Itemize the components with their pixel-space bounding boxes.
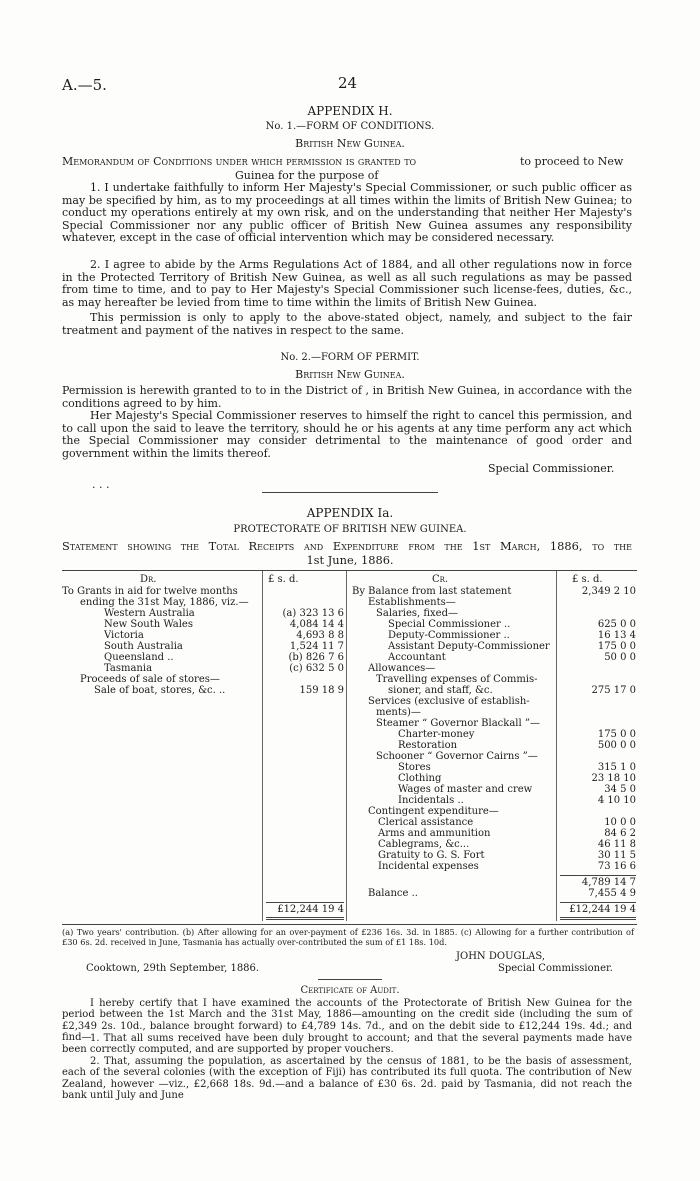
memo-line-1-end: to proceed to New bbox=[520, 155, 624, 168]
signatory-title: Special Commissioner. bbox=[498, 963, 613, 974]
statement-line-2: 1st June, 1886. bbox=[306, 553, 394, 567]
table-cell-amount: 275 17 0 bbox=[591, 685, 636, 696]
table-cell-amount: 315 1 0 bbox=[597, 762, 636, 773]
dr-double-rule bbox=[266, 917, 344, 920]
table-row: Allowances— bbox=[368, 663, 436, 674]
table-row: Cablegrams, &c... bbox=[378, 839, 470, 850]
table-row: Wages of master and crew bbox=[398, 784, 533, 795]
table-row: Gratuity to G. S. Fort bbox=[378, 850, 485, 861]
table-row: New South Wales bbox=[104, 619, 193, 630]
cr-total-rule bbox=[560, 902, 636, 903]
table-cell-amount: 4,693 8 8 bbox=[296, 630, 344, 641]
table-row: Western Australia bbox=[104, 608, 195, 619]
table-row: ments)— bbox=[376, 707, 421, 718]
table-cell-amount: 4,084 14 4 bbox=[289, 619, 344, 630]
table-row: ending the 31st May, 1886, viz.— bbox=[80, 597, 249, 608]
dr-currency-header: £ s. d. bbox=[268, 574, 299, 585]
table-cell-amount: 84 6 2 bbox=[604, 828, 636, 839]
audit-divider bbox=[318, 979, 382, 980]
table-cell-amount: 625 0 0 bbox=[597, 619, 636, 630]
cr-label: Cr. bbox=[432, 574, 449, 585]
signatory-name: JOHN DOUGLAS, bbox=[456, 951, 546, 962]
cr-double-rule bbox=[560, 917, 636, 920]
condition-paragraph-3: This permission is only to apply to the above-stated object, namely, and subject to the fair treatment and payment of the natives in respect to the same. bbox=[62, 311, 632, 337]
audit-point-2: 2. That, assuming the population, as ascertained by the census of 1881, to be the basis of assessment, each of the several colonies (with the exception of Fiji) has contributed its full quota. The contribution of New Zealand, however —viz., £2,668 18s. 9d.—and a balance of £30 6s. 2d. paid by Tasmania, did not reach the bank until July and June bbox=[62, 1056, 632, 1102]
table-cell-amount: (b) 826 7 6 bbox=[288, 652, 344, 663]
memo-line-2: Guinea for the purpose of bbox=[235, 169, 379, 182]
table-cell-amount: 1,524 11 7 bbox=[289, 641, 344, 652]
table-cell-amount: 4 10 10 bbox=[597, 795, 636, 806]
section-divider bbox=[262, 492, 438, 493]
table-row: Incidentals .. bbox=[398, 795, 464, 806]
table-row: Incidental expenses bbox=[378, 861, 479, 872]
table-row: By Balance from last statement bbox=[352, 586, 512, 597]
dr-total-rule bbox=[266, 902, 344, 903]
table-row: Steamer “ Governor Blackall ”— bbox=[376, 718, 540, 729]
table-row: Establishments— bbox=[368, 597, 456, 608]
table-row: Travelling expenses of Commis- bbox=[376, 674, 538, 685]
dr-label: Dr. bbox=[140, 574, 157, 585]
table-cell-amount: 46 11 8 bbox=[597, 839, 636, 850]
table-row: Assistant Deputy-Commissioner bbox=[388, 641, 550, 652]
table-cell-amount: 175 0 0 bbox=[597, 641, 636, 652]
statement-line-1: Statement showing the Total Receipts and Expenditure from the 1st March, 1886, to the bbox=[62, 539, 632, 553]
memo-line-1: Memorandum of Conditions under which permission is granted to bbox=[62, 155, 417, 168]
table-top-rule bbox=[62, 570, 637, 571]
table-row: sioner, and staff, &c. bbox=[388, 685, 493, 696]
form2-subheading: British New Guinea. bbox=[295, 368, 405, 381]
table-cell-amount: 73 16 6 bbox=[597, 861, 636, 872]
table-row: Stores bbox=[398, 762, 431, 773]
table-cell-amount: 500 0 0 bbox=[597, 740, 636, 751]
table-row: Special Commissioner .. bbox=[388, 619, 511, 630]
table-row: Salaries, fixed— bbox=[376, 608, 458, 619]
table-row: Deputy-Commissioner .. bbox=[388, 630, 510, 641]
table-row: Victoria bbox=[104, 630, 144, 641]
condition-paragraph-1: 1. I undertake faithfully to inform Her Majesty's Special Commissioner, or such public officer as may be specified by him, as to my proceedings at all times within the limits of British New Guinea; to conduct my operations entirely at my own risk, and on the understanding that neither Her Majesty's Special Commissioner nor any public officer of British New Guinea assumes any responsibility whatever, except in the case of official intervention which may be considered necessary. bbox=[62, 181, 632, 245]
table-cell-amount: 16 13 4 bbox=[597, 630, 636, 641]
appendix-h-title: APPENDIX H. bbox=[307, 104, 393, 118]
permit-conditions-paragraph: Her Majesty's Special Commissioner reserves to himself the right to cancel this permission, and to call upon the said to leave the territory, should he or his agents at any time perform any act which the Special Commissioner may consider detrimental to the maintenance of good order and government within the limits thereof. bbox=[62, 409, 632, 460]
table-row: Tasmania bbox=[104, 663, 153, 674]
signoff: Special Commissioner. bbox=[488, 462, 615, 475]
table-cell-amount: 10 0 0 bbox=[604, 817, 636, 828]
table-row: Schooner “ Governor Cairns ”— bbox=[376, 751, 538, 762]
table-row: Arms and ammunition bbox=[378, 828, 491, 839]
table-cell-amount: (c) 632 5 0 bbox=[289, 663, 344, 674]
series-number: A.—5. bbox=[62, 76, 107, 94]
table-cell-amount: 23 18 10 bbox=[591, 773, 636, 784]
table-row: Services (exclusive of establish- bbox=[368, 696, 530, 707]
form1-heading: No. 1.—FORM OF CONDITIONS. bbox=[265, 121, 435, 132]
audit-intro: I hereby certify that I have examined the accounts of the Protectorate of British New Guinea for the period between the 1st March and the 31st May, 1886—amounting on the credit side (including the sum of £2,349 2s. 10d., balance brought forward) to £4,789 14s. 7d., and on the debit side to £12,244 19s. 4d.; and find— bbox=[62, 998, 632, 1044]
total-cr: £12,244 19 4 bbox=[569, 904, 636, 915]
table-row: Sale of boat, stores, &c. .. bbox=[94, 685, 226, 696]
table-row: Restoration bbox=[398, 740, 458, 751]
cr-currency-header: £ s. d. bbox=[572, 574, 603, 585]
permit-paragraph: Permission is herewith granted to to in the District of , in British New Guinea, in accordance with the conditions agreed to by him. bbox=[62, 384, 632, 410]
table-cell-amount: 34 5 0 bbox=[604, 784, 636, 795]
table-cell-amount: 2,349 2 10 bbox=[581, 586, 636, 597]
table-cell-amount: 30 11 5 bbox=[597, 850, 636, 861]
place-date: Cooktown, 29th September, 1886. bbox=[86, 963, 260, 974]
balance-amount: 7,455 4 9 bbox=[588, 888, 636, 899]
table-row: Clothing bbox=[398, 773, 442, 784]
form1-subheading: British New Guinea. bbox=[295, 137, 405, 150]
form2-heading: No. 2.—FORM OF PERMIT. bbox=[280, 352, 420, 363]
appendix-ia-subtitle: PROTECTORATE OF BRITISH NEW GUINEA. bbox=[233, 524, 467, 535]
table-cell-amount: 50 0 0 bbox=[604, 652, 636, 663]
appendix-ia-title: APPENDIX Ia. bbox=[306, 506, 394, 520]
subtotal-amount: 4,789 14 7 bbox=[581, 877, 636, 888]
table-row: Accountant bbox=[388, 652, 446, 663]
table-row: Charter-money bbox=[398, 729, 475, 740]
audit-point-1: 1. That all sums received have been duly brought to account; and that the several payments made have been correctly computed, and are supported by proper vouchers. bbox=[62, 1033, 632, 1056]
footnote: (a) Two years' contribution. (b) After allowing for an over-payment of £236 16s. 3d. in 1885. (c) Allowing for a further contribution of £30 6s. 2d. received in June, Tasmania has actually over-contributed the sum of £1 18s. 10d. bbox=[62, 927, 634, 947]
total-dr: £12,244 19 4 bbox=[277, 904, 344, 915]
table-row: South Australia bbox=[104, 641, 183, 652]
subtotal-rule bbox=[560, 875, 636, 876]
center-divider bbox=[346, 571, 347, 921]
table-row: Queensland .. bbox=[104, 652, 174, 663]
condition-paragraph-2: 2. I agree to abide by the Arms Regulations Act of 1884, and all other regulations now in force in the Protected Territory of British New Guinea, as well as all such regulations as may be passed from time to time, and to pay to Her Majesty's Special Commissioner such license-fees, duties, &c., as may hereafter be levied from time to time within the limits of British New Guinea. bbox=[62, 258, 632, 309]
table-row: Contingent expenditure— bbox=[368, 806, 499, 817]
table-cell-amount: 175 0 0 bbox=[597, 729, 636, 740]
table-bottom-rule bbox=[62, 924, 637, 925]
table-row: Proceeds of sale of stores— bbox=[80, 674, 220, 685]
table-cell-amount: 159 18 9 bbox=[299, 685, 344, 696]
balance-label: Balance .. bbox=[368, 888, 418, 899]
blank-dots: . . . bbox=[92, 478, 110, 491]
page-number: 24 bbox=[338, 74, 358, 92]
table-row: Clerical assistance bbox=[378, 817, 474, 828]
audit-heading: Certificate of Audit. bbox=[300, 985, 400, 996]
table-cell-amount: (a) 323 13 6 bbox=[282, 608, 344, 619]
table-row: To Grants in aid for twelve months bbox=[62, 586, 238, 597]
